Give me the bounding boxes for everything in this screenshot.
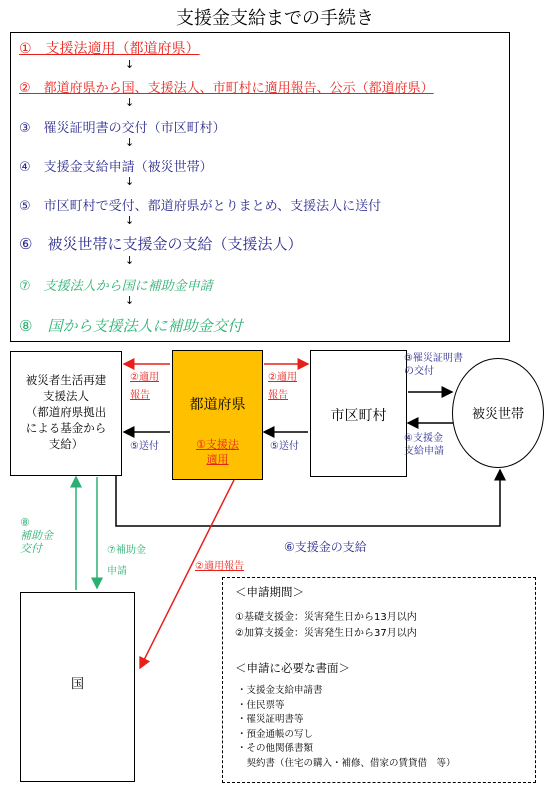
period-item: ②加算支援金：災害発生日から37月以内 xyxy=(235,628,417,639)
arrow-down-icon: ↓ xyxy=(125,175,135,188)
municipality-node xyxy=(310,350,407,477)
step-6: ⑥ 被災世帯に支援金の支給（支援法人） xyxy=(19,235,303,253)
step-2: ② 都道府県から国、支援法人、市町村に適用報告、公示（都道府県） xyxy=(19,81,434,96)
report-left-line: 報告 xyxy=(130,390,150,401)
arrow-down-icon: ↓ xyxy=(125,254,135,267)
period-heading: ＜申請期間＞ xyxy=(235,585,304,599)
docs-item: ・支援金支給申請書 xyxy=(237,685,323,696)
report-right-line: ②適用 xyxy=(268,372,297,383)
municipality-label: 市区町村 xyxy=(330,408,387,424)
arrow-down-icon: ↓ xyxy=(125,214,135,227)
arrow-down-icon: ↓ xyxy=(125,136,135,149)
docs-item: ・預金通帳の写し xyxy=(237,728,314,740)
grant-line: 交付 xyxy=(20,542,42,555)
grant-label xyxy=(20,516,53,555)
docs-item: ・罹災証明書等 xyxy=(237,714,304,725)
subsidy-label xyxy=(107,544,146,578)
page-title: 支援金支給までの手続き xyxy=(176,8,374,29)
report-country-arrow xyxy=(140,480,234,668)
prefecture-sub-line: ①支援法 xyxy=(196,438,239,451)
step-1: ① 支援法適用（都道府県） xyxy=(19,41,200,57)
grant-line: ⑧ xyxy=(20,516,30,529)
report-right-label xyxy=(268,371,297,402)
step-4: ④ 支援金支給申請（被災世帯） xyxy=(19,160,213,175)
prefecture-node xyxy=(172,350,263,480)
grant-line: 補助金 xyxy=(20,529,53,542)
apply-label xyxy=(404,432,444,458)
certificate-line: ③罹災証明書 xyxy=(404,353,463,364)
payment-label: ⑥支援金の支給 xyxy=(284,540,367,554)
send-left-label: ⑤送付 xyxy=(130,441,159,452)
support-corp-line: による基金から xyxy=(25,421,107,435)
application-info-box xyxy=(222,577,536,783)
support-corporation-node xyxy=(10,351,122,476)
support-corp-line: （都道府県拠出 xyxy=(25,405,107,419)
arrow-down-icon: ↓ xyxy=(125,96,135,109)
prefecture-label: 都道府県 xyxy=(189,397,246,413)
support-corp-line: 支援法人 xyxy=(43,389,89,403)
households-label: 被災世帯 xyxy=(471,407,524,422)
households-node xyxy=(452,358,544,468)
step-3: ③ 罹災証明書の交付（市区町村） xyxy=(19,121,226,136)
subsidy-line: ⑦補助金 xyxy=(107,545,146,556)
apply-line: 支給申請 xyxy=(404,446,444,457)
docs-item: ・住民票等 xyxy=(237,699,285,711)
arrow-down-icon: ↓ xyxy=(125,294,135,307)
send-right-label: ⑤送付 xyxy=(270,441,299,452)
country-label: 国 xyxy=(70,677,84,692)
certificate-label xyxy=(404,352,463,378)
report-left-label xyxy=(130,371,159,402)
arrow-down-icon: ↓ xyxy=(125,58,135,71)
support-corp-line: 被災者生活再建 xyxy=(25,373,107,387)
docs-item: ・その他関係書類 xyxy=(237,743,314,754)
step-8: ⑧ 国から支援法人に補助金交付 xyxy=(19,317,243,335)
certificate-line: の交付 xyxy=(404,366,434,377)
step-5: ⑤ 市区町村で受付、都道府県がとりまとめ、支援法人に送付 xyxy=(19,199,382,214)
subsidy-line: 申請 xyxy=(107,566,127,577)
report-left-line: ②適用 xyxy=(130,372,159,383)
docs-item: 契約書（住宅の購入・補修、借家の賃貸借 等） xyxy=(237,757,456,769)
step-7: ⑦ 支援法人から国に補助金申請 xyxy=(19,279,213,294)
period-item: ①基礎支援金：災害発生日から13月以内 xyxy=(235,612,417,623)
docs-heading: ＜申請に必要な書面＞ xyxy=(235,661,350,675)
support-corp-line: 支給） xyxy=(48,437,84,451)
prefecture-sub-line: 適用 xyxy=(206,453,229,466)
report-right-line: 報告 xyxy=(268,390,288,401)
apply-line: ④支援金 xyxy=(404,433,443,444)
report-country-label: ②適用報告 xyxy=(195,561,244,572)
country-node xyxy=(20,592,135,782)
